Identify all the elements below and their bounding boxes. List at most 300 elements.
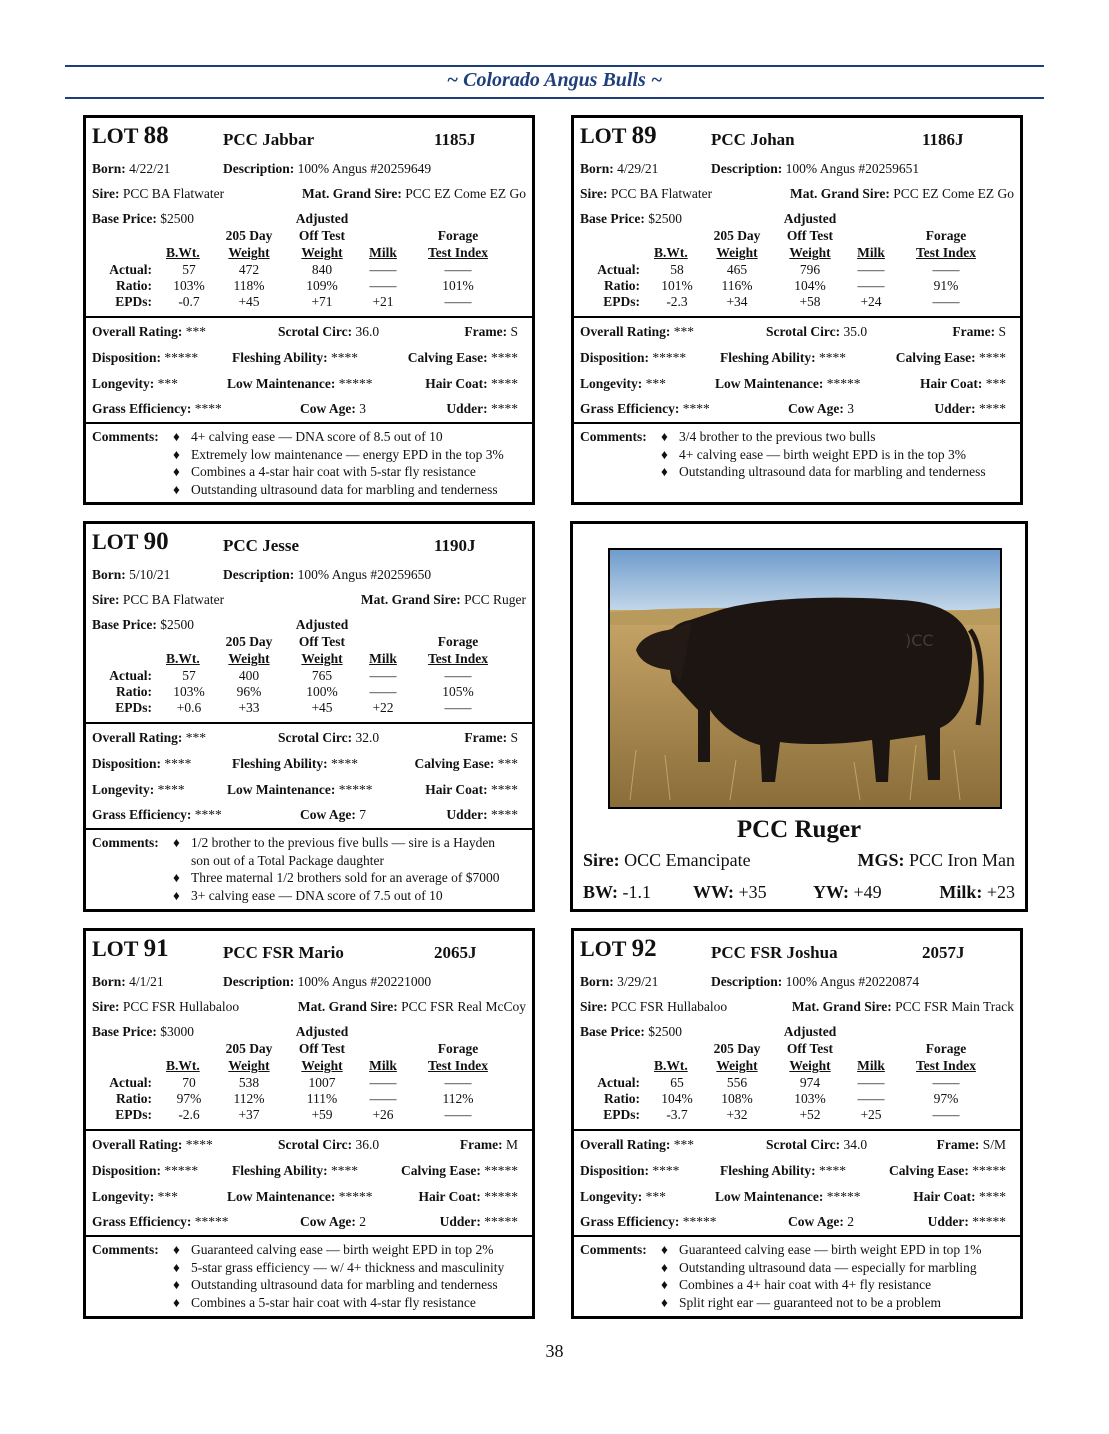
rating-frame-label: Frame: [459,1137,503,1152]
rating-disposition-value: **** [652,1163,680,1178]
rating-grass-label: Grass Efficiency: [92,807,192,822]
mat-grand-sire-value: PCC EZ Come EZ Go [893,186,1014,201]
rating-overall [580,324,694,340]
mat-grand-sire-label: Mat. Grand Sire: [791,999,892,1014]
section-divider [574,1129,1020,1131]
rating-overall [580,1137,694,1153]
cell-actual-2: 974 [799,1075,821,1090]
rating-fleshing [232,1163,358,1179]
rating-udder-label: Udder: [446,401,488,416]
base-price [580,1024,682,1040]
cell-epds-0: -0.7 [178,294,200,309]
cell-epds-2: +45 [311,700,333,715]
cell-epds-4: —— [932,294,960,309]
rating-disposition [92,1163,198,1179]
cell-ratio-0: 104% [661,1091,693,1106]
hdr-bwt: B.Wt. [166,1058,200,1073]
rating-overall-label: Overall Rating: [92,730,183,745]
hdr-bwt: B.Wt. [166,245,200,260]
rating-cowage-label: Cow Age: [788,401,844,416]
cell-ratio-0: 101% [661,278,693,293]
rating-haircoat-value: **** [491,782,518,797]
comment-text: Guaranteed calving ease — birth weight EPD in top 1% [679,1242,982,1257]
featured-sire-panel [570,521,1028,912]
comment-text: 3/4 brother to the previous two bulls [679,429,876,444]
cell-actual-4: —— [932,1075,960,1090]
section-divider [574,1235,1020,1237]
hdr-weight-off: Weight [301,245,343,260]
comment-text: Outstanding ultrasound data — especially for marbling [679,1259,977,1275]
rating-longevity-label: Longevity: [580,1189,643,1204]
rating-scrotal [766,324,867,340]
cell-actual-1: 556 [726,1075,748,1090]
comment-text: Combines a 4+ hair coat with 4+ fly resistance [679,1277,932,1293]
hdr-forage: Forage [925,1041,967,1056]
hdr-forage: Forage [437,634,479,649]
page-number: 38 [545,1341,564,1361]
hdr-205day: 205 Day [713,228,761,243]
comment-text: Three maternal 1/2 brothers sold for an average of $7000 [191,870,500,886]
rating-udder [446,401,518,417]
rating-haircoat-value: ***** [484,1189,518,1204]
cell-ratio-4: 97% [933,1091,959,1106]
cell-epds-0: -2.6 [178,1107,200,1122]
rating-fleshing-label: Fleshing Ability: [720,1163,816,1178]
base-price [92,211,194,227]
row-label-epds: EPDs: [603,1107,640,1122]
mat-grand-sire-label: Mat. Grand Sire: [790,186,890,201]
rating-haircoat-value: *** [985,376,1006,391]
rating-calving [889,1163,1006,1179]
rating-overall-value: *** [673,1137,694,1152]
rating-cowage-label: Cow Age: [300,401,356,416]
row-label-epds: EPDs: [115,700,152,715]
born-value: 4/29/21 [617,161,659,176]
cell-ratio-4: 105% [442,684,474,699]
hdr-adjusted: Adjusted [783,211,837,226]
rating-udder-value: ***** [972,1214,1006,1229]
comments-label: Comments: [580,429,647,444]
rating-disposition [92,350,198,366]
hdr-bwt: B.Wt. [654,245,688,260]
description [711,161,919,177]
cell-epds-1: +45 [238,294,260,309]
comment-bullet: ♦ [661,446,668,462]
rating-calving-value: **** [491,350,518,365]
comment-text: Outstanding ultrasound data for marbling and tenderness [679,464,986,480]
comment-bullet: ♦ [661,464,668,480]
cell-actual-0: 58 [670,262,684,277]
rating-scrotal-label: Scrotal Circ: [766,1137,841,1152]
base-price-value: $3000 [160,1024,194,1039]
base-price-label: Base Price: [92,211,157,226]
base-price-label: Base Price: [92,1024,157,1039]
comment-bullet: ♦ [173,1295,180,1311]
sire [92,592,224,608]
rating-grass-value: **** [194,807,222,822]
rating-lowmaint-value: ***** [826,376,861,391]
rating-grass-value: **** [194,401,222,416]
rating-disposition [580,1163,679,1179]
hdr-test-index: Test Index [916,1058,976,1073]
bull-tag: 1186J [922,130,964,149]
rating-frame-value: S [998,324,1006,339]
base-price-label: Base Price: [580,211,645,226]
cell-ratio-0: 103% [173,684,205,699]
comment-text: Outstanding ultrasound data for marbling and tenderness [191,482,498,498]
cell-epds-1: +37 [238,1107,260,1122]
cell-actual-2: 840 [311,262,333,277]
rating-grass [580,1214,716,1230]
cell-ratio-1: 116% [721,278,753,293]
rating-overall-label: Overall Rating: [580,324,671,339]
hdr-205day: 205 Day [713,1041,761,1056]
rating-haircoat [913,1189,1006,1205]
cell-epds-4: —— [444,1107,472,1122]
cell-epds-3: +26 [372,1107,394,1122]
rating-overall-value: **** [185,1137,213,1152]
page-header-title: ~ Colorado Angus Bulls ~ [446,69,663,91]
row-label-actual: Actual: [597,1075,640,1090]
rating-calving [414,756,518,772]
rating-disposition-label: Disposition: [92,756,162,771]
mat-grand-sire-value: PCC FSR Main Track [895,999,1014,1014]
rating-fleshing-value: **** [331,1163,359,1178]
cell-ratio-4: 101% [442,278,474,293]
cell-actual-4: —— [444,1075,472,1090]
rating-overall [92,324,206,340]
rating-frame [464,730,518,746]
hdr-milk: Milk [857,1058,885,1073]
mat-grand-sire-label: Mat. Grand Sire: [360,592,461,607]
rating-fleshing-label: Fleshing Ability: [232,350,328,365]
rating-haircoat-label: Hair Coat: [913,1189,976,1204]
mat-grand-sire [302,186,526,202]
cell-ratio-1: 108% [721,1091,753,1106]
rating-lowmaint [227,782,373,798]
comment-text: Extremely low maintenance — energy EPD in the top 3% [191,446,504,462]
bull-photo-illustration [610,550,1000,807]
section-divider [86,722,532,724]
rating-lowmaint-label: Low Maintenance: [715,376,824,391]
cell-actual-4: —— [932,262,960,277]
hdr-adjusted: Adjusted [783,1024,837,1039]
rating-fleshing [232,350,358,366]
lot-number [92,530,169,554]
hdr-weight-205: Weight [716,245,758,260]
rating-scrotal-label: Scrotal Circ: [278,730,353,745]
rating-longevity-label: Longevity: [92,1189,155,1204]
born-label: Born: [580,974,614,989]
bull-tag: 2065J [434,943,477,962]
featured-sire-sire [583,850,751,870]
cell-ratio-3: —— [369,278,397,293]
featured-sire-milk [939,882,1015,902]
yw-value: +49 [853,882,882,902]
comment-bullet: ♦ [661,1259,668,1275]
mgs-label: MGS: [857,850,905,870]
header-rule-bottom [65,97,1044,99]
rating-udder-label: Udder: [927,1214,969,1229]
rating-disposition [580,350,686,366]
rating-calving-label: Calving Ease: [407,350,488,365]
cell-ratio-2: 100% [306,684,338,699]
rating-cowage-value: 3 [359,401,366,416]
rating-disposition-label: Disposition: [92,1163,162,1178]
cell-actual-3: —— [369,262,397,277]
cell-ratio-1: 96% [236,684,262,699]
lot-num: 91 [143,935,169,962]
rating-overall-label: Overall Rating: [580,1137,671,1152]
hdr-adjusted: Adjusted [295,617,349,632]
svg-text:)CC: )CC [905,631,934,650]
rating-lowmaint-value: ***** [826,1189,861,1204]
cell-ratio-2: 104% [794,278,826,293]
comment-bullet: ♦ [173,429,180,444]
born-label: Born: [580,161,614,176]
rating-frame [952,324,1006,340]
comment-bullet: ♦ [173,888,180,904]
rating-overall [92,1137,213,1153]
cell-actual-4: —— [444,668,472,683]
rating-scrotal [766,1137,867,1153]
bull-tag: 1190J [434,536,476,555]
born-value: 5/10/21 [129,567,171,582]
rating-haircoat-label: Hair Coat: [920,376,983,391]
rating-udder-value: **** [491,807,518,822]
sire-value: PCC FSR Hullabaloo [122,999,240,1014]
lot-label: LOT [92,936,139,961]
description-value: 100% Angus #20221000 [297,974,432,989]
born [580,161,658,177]
rating-udder-label: Udder: [439,1214,481,1229]
comment-bullet: ♦ [173,482,180,498]
rating-cowage [788,1214,854,1230]
row-label-actual: Actual: [597,262,640,277]
rating-longevity-label: Longevity: [580,376,643,391]
cell-actual-2: 796 [799,262,821,277]
hdr-adjusted: Adjusted [295,1024,349,1039]
milk-value: +23 [986,882,1015,902]
hdr-offtest: Off Test [786,1041,834,1056]
bull-name: PCC Johan [711,130,795,149]
rating-longevity [92,376,178,392]
cell-actual-1: 472 [238,262,260,277]
mgs-value: PCC Iron Man [908,850,1015,870]
comment-bullet: ♦ [661,1295,668,1311]
description-label: Description: [223,567,295,582]
rating-haircoat-value: **** [979,1189,1006,1204]
rating-longevity-label: Longevity: [92,782,155,797]
cell-actual-0: 65 [670,1075,684,1090]
lot-num: 92 [631,935,657,962]
rating-scrotal-value: 36.0 [355,324,380,339]
rating-frame-label: Frame: [464,324,508,339]
rating-longevity-value: *** [157,1189,178,1204]
row-label-ratio: Ratio: [116,1091,152,1106]
mat-grand-sire-label: Mat. Grand Sire: [302,186,402,201]
rating-lowmaint-label: Low Maintenance: [227,376,336,391]
born [580,974,658,990]
hdr-bwt: B.Wt. [654,1058,688,1073]
rating-grass-label: Grass Efficiency: [92,1214,192,1229]
row-label-epds: EPDs: [115,1107,152,1122]
rating-overall-label: Overall Rating: [92,324,183,339]
rating-cowage-value: 3 [847,401,854,416]
rating-longevity-value: *** [645,1189,666,1204]
born [92,974,164,990]
lot-label: LOT [92,123,139,148]
cell-ratio-3: —— [369,1091,397,1106]
rating-lowmaint-label: Low Maintenance: [227,1189,336,1204]
rating-cowage-value: 2 [359,1214,366,1229]
rating-disposition-label: Disposition: [580,1163,650,1178]
rating-lowmaint [227,1189,373,1205]
rating-lowmaint-value: ***** [338,1189,373,1204]
rating-calving-label: Calving Ease: [895,350,976,365]
bull-name: PCC FSR Joshua [711,943,838,962]
lot-card [571,928,1023,1319]
section-divider [86,1235,532,1237]
rating-frame-label: Frame: [464,730,508,745]
mat-grand-sire [361,592,526,608]
featured-sire-mgs [857,850,1015,870]
hdr-weight-off: Weight [301,651,343,666]
cell-epds-2: +52 [799,1107,821,1122]
row-label-ratio: Ratio: [116,684,152,699]
hdr-weight-205: Weight [228,1058,270,1073]
lot-num: 88 [143,122,169,149]
comments-label: Comments: [92,1242,159,1257]
cell-epds-3: +24 [860,294,882,309]
rating-lowmaint-label: Low Maintenance: [715,1189,824,1204]
hdr-weight-205: Weight [228,651,270,666]
cell-actual-3: —— [369,1075,397,1090]
rating-fleshing [720,1163,846,1179]
lot-number [580,937,657,961]
rating-scrotal-label: Scrotal Circ: [278,1137,353,1152]
rating-scrotal-value: 34.0 [843,1137,868,1152]
rating-cowage-label: Cow Age: [300,1214,356,1229]
rating-grass-label: Grass Efficiency: [92,401,192,416]
cell-ratio-4: 91% [933,278,959,293]
rating-haircoat [419,1189,519,1205]
cell-ratio-1: 112% [233,1091,265,1106]
comment-text: Combines a 5-star hair coat with 4-star fly resistance [191,1295,476,1311]
cell-ratio-3: —— [857,278,885,293]
cell-actual-0: 70 [182,1075,196,1090]
cell-actual-1: 400 [238,668,260,683]
rating-frame-value: S [510,730,518,745]
rating-haircoat-value: **** [491,376,518,391]
rating-lowmaint [715,376,861,392]
comment-text: 1/2 brother to the previous five bulls — sire is a Hayden [191,835,496,850]
rating-disposition-value: ***** [652,350,687,365]
sire-label: Sire: [92,999,120,1014]
comment-text: 3+ calving ease — DNA score of 7.5 out of 10 [191,888,443,904]
cell-epds-3: +22 [372,700,394,715]
sire-label: Sire: [580,999,608,1014]
base-price [92,1024,194,1040]
yw-label: YW: [813,882,849,902]
description-value: 100% Angus #20259651 [785,161,920,176]
rating-frame-value: S [510,324,518,339]
cell-epds-1: +33 [238,700,260,715]
cell-ratio-1: 118% [233,278,265,293]
rating-grass-value: ***** [194,1214,229,1229]
hdr-weight-off: Weight [789,245,831,260]
rating-udder-label: Udder: [446,807,488,822]
comments-label: Comments: [580,1242,647,1257]
base-price-label: Base Price: [92,617,157,632]
hdr-test-index: Test Index [428,651,488,666]
lot-num: 89 [631,122,657,149]
sire-label: Sire: [583,850,620,870]
cell-epds-4: —— [444,700,472,715]
mat-grand-sire [790,186,1014,202]
cell-actual-1: 465 [726,262,748,277]
rating-scrotal [278,1137,379,1153]
hdr-forage: Forage [437,1041,479,1056]
rating-udder [446,807,518,823]
row-label-epds: EPDs: [603,294,640,309]
base-price-value: $2500 [160,617,194,632]
rating-udder [440,1214,518,1230]
hdr-test-index: Test Index [428,245,488,260]
rating-lowmaint [227,376,373,392]
comment-text: Outstanding ultrasound data for marbling and tenderness [191,1277,498,1293]
hdr-weight-205: Weight [716,1058,758,1073]
rating-fleshing-label: Fleshing Ability: [232,756,328,771]
comment-bullet: ♦ [173,1277,180,1293]
lot-card [571,115,1023,505]
rating-fleshing-value: **** [819,1163,847,1178]
rating-haircoat-label: Hair Coat: [425,782,488,797]
bull-photo [608,548,1002,809]
rating-overall [92,730,206,746]
rating-longevity [92,782,185,798]
rating-lowmaint-value: ***** [338,782,373,797]
hdr-bwt: B.Wt. [166,651,200,666]
description-value: 100% Angus #20259650 [297,567,432,582]
born-label: Born: [92,567,126,582]
lot-number [580,124,657,148]
comment-bullet: ♦ [173,464,180,480]
lot-label: LOT [92,529,139,554]
description [223,974,431,990]
description-label: Description: [711,161,783,176]
rating-scrotal-label: Scrotal Circ: [278,324,353,339]
sire [580,186,712,202]
hdr-adjusted: Adjusted [295,211,349,226]
description-label: Description: [223,974,295,989]
cell-epds-2: +71 [311,294,333,309]
born [92,161,170,177]
rating-calving-value: **** [979,350,1006,365]
section-divider [86,1129,532,1131]
sire-value: PCC BA Flatwater [122,592,225,607]
rating-calving-label: Calving Ease: [400,1163,481,1178]
comments-label: Comments: [92,429,159,444]
rating-longevity-value: *** [157,376,178,391]
sire [92,186,224,202]
section-divider [86,828,532,830]
hdr-forage: Forage [437,228,479,243]
rating-cowage-value: 7 [359,807,366,822]
rating-grass-label: Grass Efficiency: [580,1214,680,1229]
hdr-test-index: Test Index [428,1058,488,1073]
hdr-205day: 205 Day [225,228,273,243]
